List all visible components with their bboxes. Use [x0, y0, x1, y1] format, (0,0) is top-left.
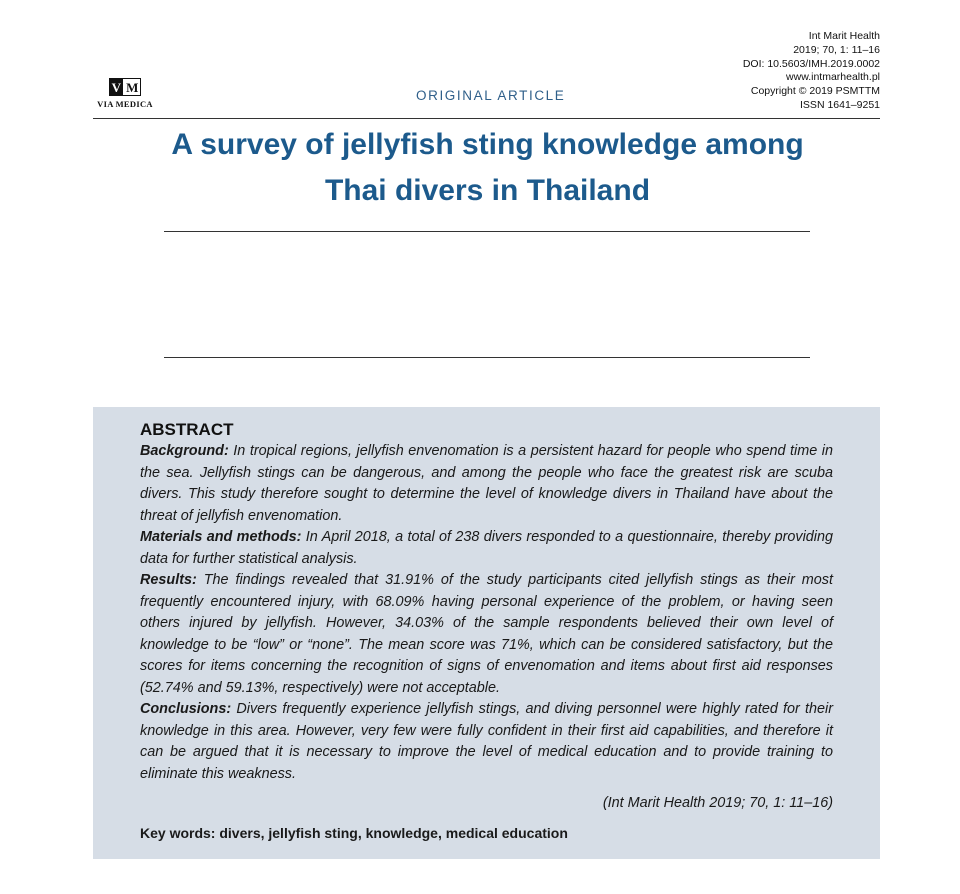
abstract-results [140, 570, 833, 699]
abstract-background [140, 441, 833, 527]
author-block-top-divider [164, 231, 810, 232]
journal-website: www.intmarhealth.pl [786, 71, 880, 84]
article-title-line-2: Thai divers in Thailand [324, 174, 651, 207]
journal-volume: 2019; 70, 1: 11–16 [793, 43, 880, 56]
abstract-citation: (Int Marit Health 2019; 70, 1: 11–16) [602, 795, 833, 811]
abstract-background-text: In tropical regions, jellyfish envenomation is a persistent hazard for people who spend time in the sea. Jellyfish stings can be dangerous, and among the people who face the greatest risk are scuba divers. This study therefore sought to determine the level of knowledge divers in Thailand have about the threat of jellyfish envenomation. [140, 443, 833, 524]
abstract-results-text: The findings revealed that 31.91% of the study participants cited jellyfish stings as their most frequently encountered injury, with 68.09% having personal experience of the problem, or having seen others injured by jellyfish. However, 34.03% of the sample respondents believed their own level of knowledge to be “low” or “none”. The mean score was 71%, which can be considered satisfactory, but the scores for items concerning the recognition of signs of envenomation and items about first aid responses (52.74% and 59.13%, respectively) were not acceptable. [140, 572, 833, 696]
abstract-methods-text: In April 2018, a total of 238 divers responded to a questionnaire, thereby providing data for further statistical analysis. [140, 529, 833, 567]
journal-doi: DOI: 10.5603/IMH.2019.0002 [742, 57, 880, 70]
abstract-content [140, 419, 833, 843]
abstract-results-label: Results: [140, 572, 197, 588]
publisher-logo [93, 78, 157, 109]
abstract-conclusions-text: Divers frequently experience jellyfish stings, and diving personnel were highly rated for their knowledge in this area. However, very few were fully confident in their first aid capabilities, and therefore it can be argued that it is necessary to improve the level of medical education and to provide training to eliminate this weakness. [140, 701, 833, 782]
journal-copyright: Copyright © 2019 PSMTTM [750, 85, 880, 98]
abstract-methods [140, 527, 833, 570]
abstract-conclusions-label: Conclusions: [140, 701, 232, 717]
article-title [120, 122, 855, 214]
publisher-name: VIA MEDICA [97, 98, 153, 109]
abstract-conclusions [140, 699, 833, 785]
journal-meta [743, 30, 880, 113]
abstract-box [93, 407, 880, 859]
author-block-bottom-divider [164, 357, 810, 358]
abstract-keywords: Key words: divers, jellyfish sting, knowledge, medical education [140, 825, 568, 841]
journal-name: Int Marit Health [808, 30, 880, 42]
abstract-background-label: Background: [140, 443, 229, 459]
article-type: ORIGINAL ARTICLE [416, 88, 566, 103]
article-title-line-1: A survey of jellyfish sting knowledge among [171, 128, 804, 161]
journal-issn: ISSN 1641–9251 [800, 98, 880, 111]
header-divider [93, 118, 880, 119]
via-medica-logo-icon: V M [109, 78, 141, 96]
abstract-heading: ABSTRACT [140, 420, 234, 439]
abstract-methods-label: Materials and methods: [140, 529, 302, 545]
